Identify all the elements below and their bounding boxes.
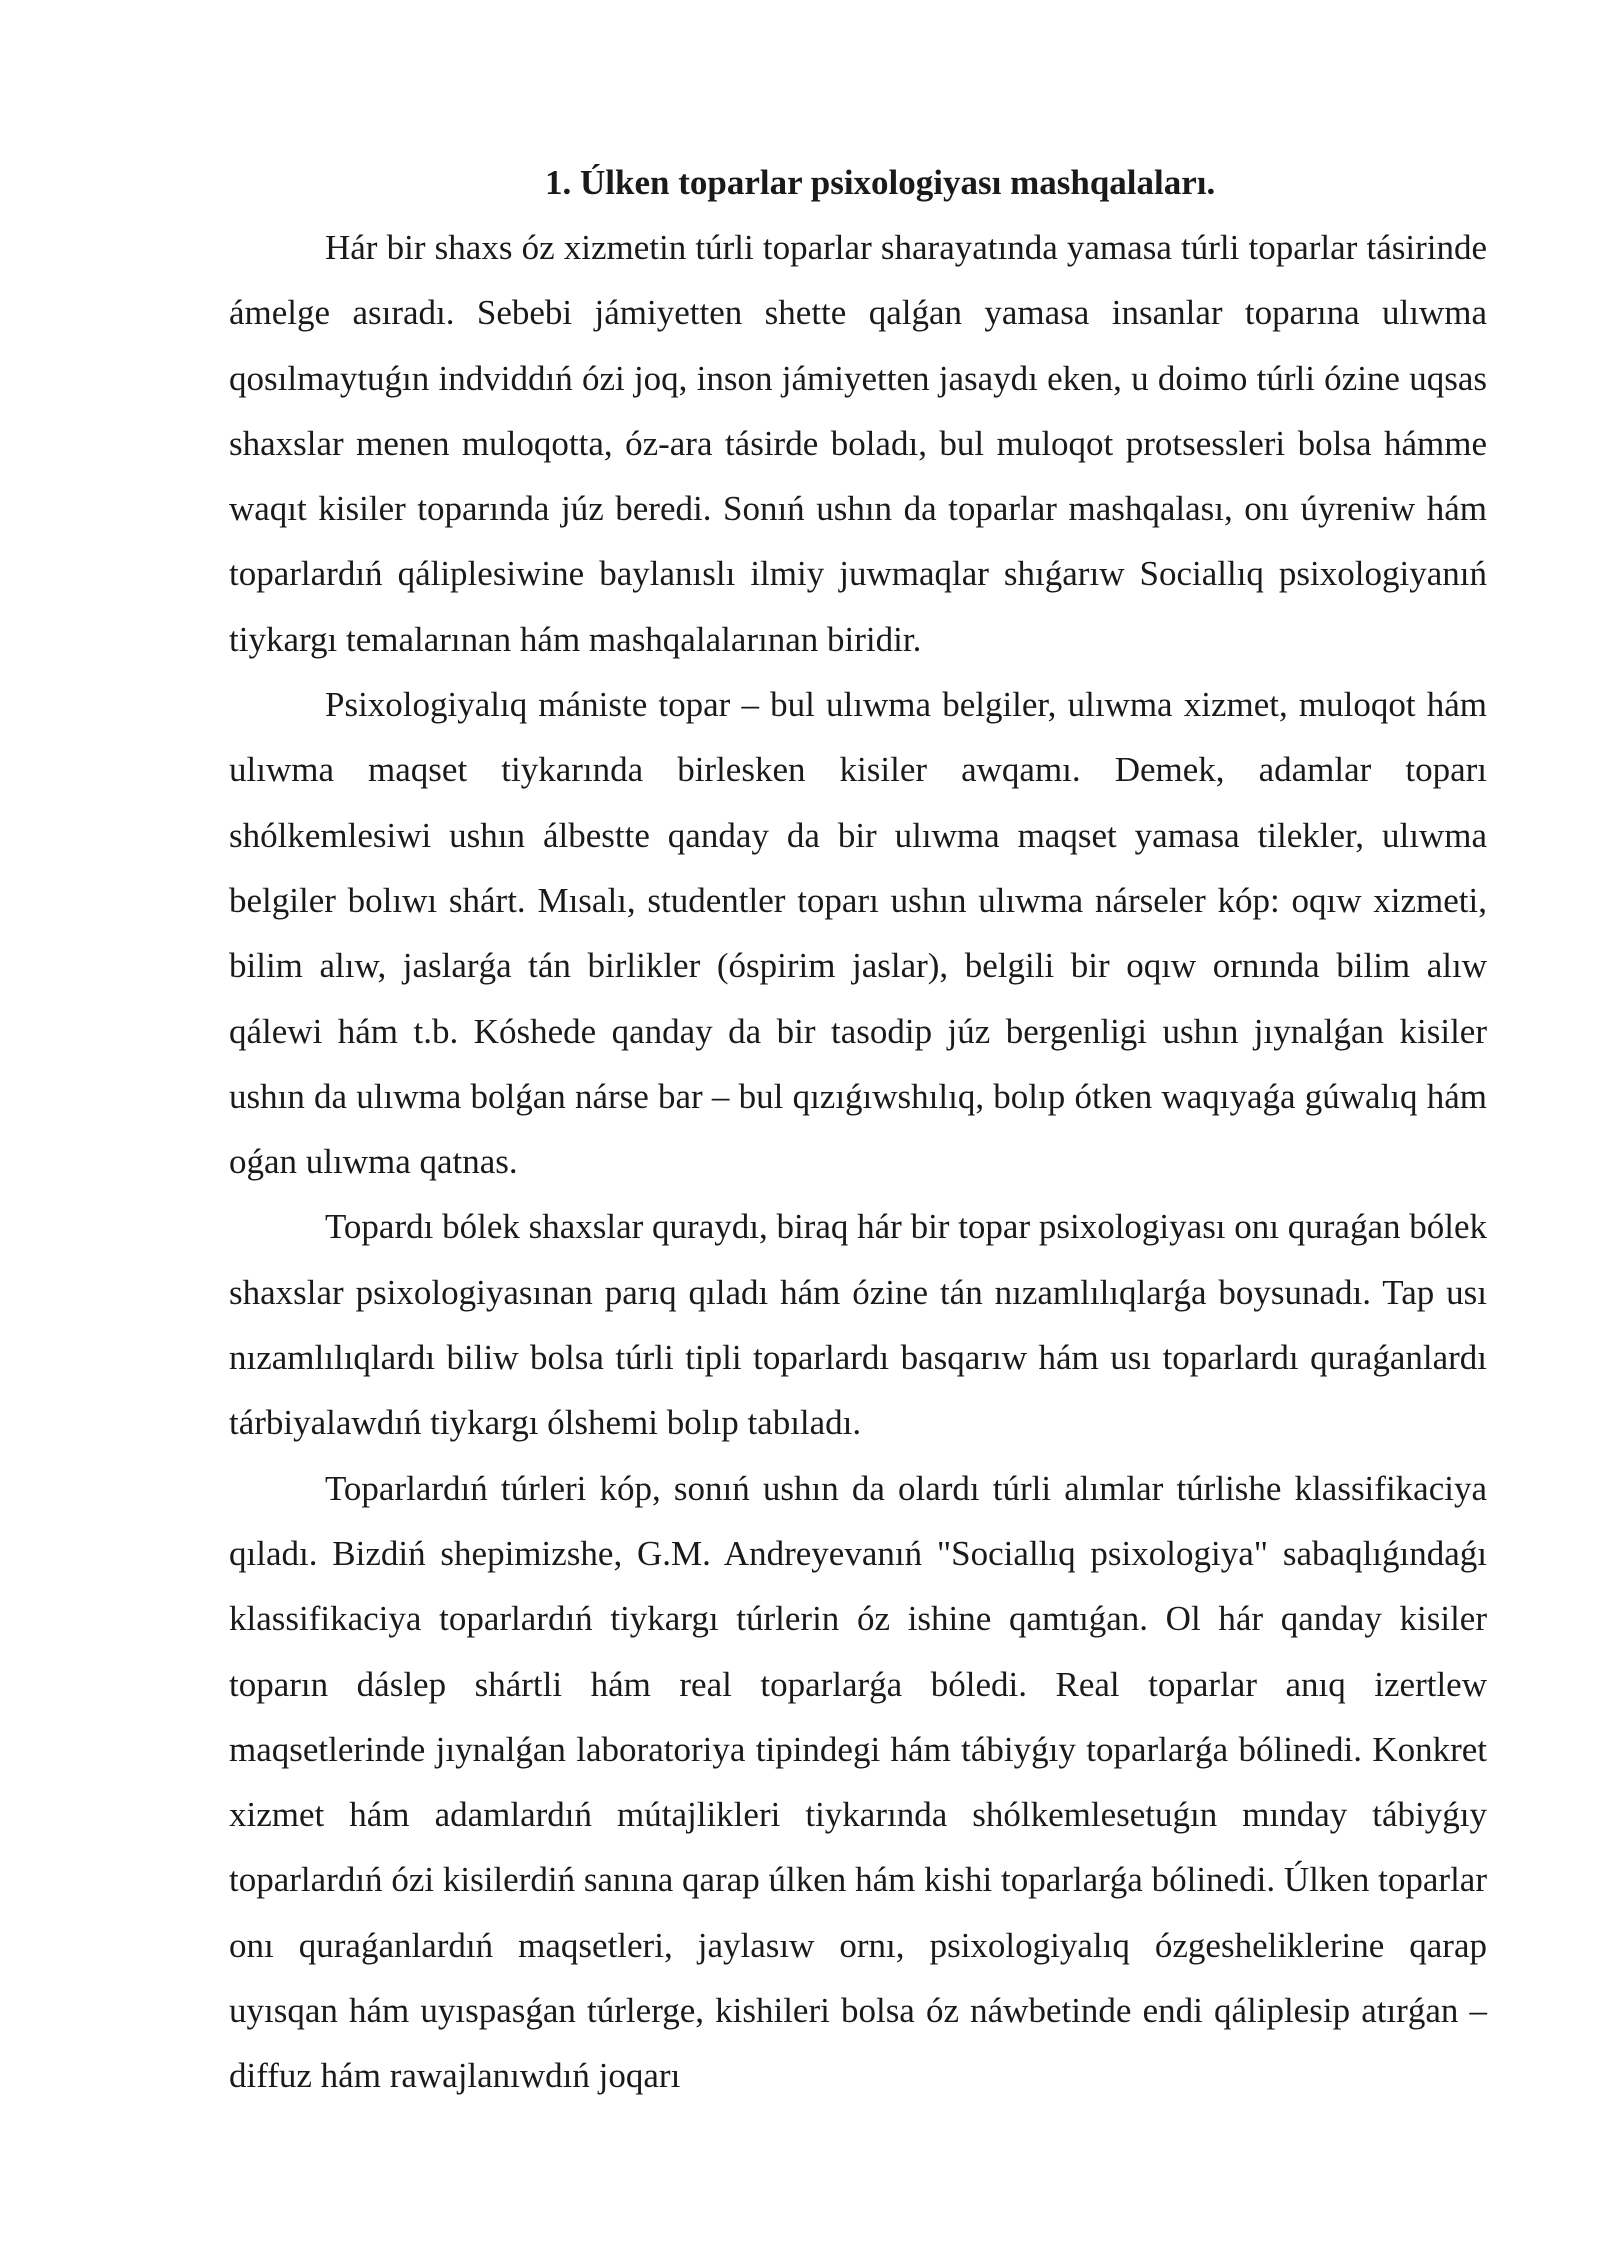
paragraph-2: Psixologiyalıq mániste topar – bul ulıwma belgiler, ulıwma xizmet, muloqot hám ulıwma maqset tiykarında birlesken kisiler awqamı. Demek, adamlar toparı shólkemlesiwi ushın álbestte qanday da bir ulıwma maqset yamasa tilekler, ulıwma belgiler bolıwı shárt. Mısalı, studentler toparı ushın ulıwma nárseler kóp: oqıw xizmeti, bilim alıw, jaslarǵa tán birlikler (óspirim jaslar), belgili bir oqıw ornında bilim alıw qálewi hám t.b. Kóshede qanday da bir tasodip júz bergenligi ushın jıynalǵan kisiler ushın da ulıwma bolǵan nárse bar – bul qızıǵıwshılıq, bolıp ótken waqıyaǵa gúwalıq hám oǵan ulıwma qatnas. [229,685,1487,1182]
paragraph-4: Toparlardıń túrleri kóp, sonıń ushın da olardı túrli alımlar túrlishe klassifikaciya qıladı. Bizdiń shepimizshe, G.M. Andreyevanıń "Sociallıq psixologiya" sabaqlıǵındaǵı klassifikaciya toparlardıń tiykargı túrlerin óz ishine qamtıǵan. Ol hár qanday kisiler toparın dáslep shártli hám real toparlarǵa bóledi. Real toparlar anıq izertlew maqsetlerinde jıynalǵan laboratoriya tipindegi hám tábiyǵıy toparlarǵa bólinedi. Konkret xizmet hám adamlardıń mútajlikleri tiykarında shólkemlesetuǵın mınday tábiyǵıy toparlardıń ózi kisilerdiń sanına qarap úlken hám kishi toparlarǵa bólinedi. Úlken toparlar onı quraǵanlardıń maqsetleri, jaylasıw ornı, psixologiyalıq ózgesheliklerine qarap uyısqan hám uyıspasǵan túrlerge, kishileri bolsa óz náwbetinde endi qáliplesip atırǵan – diffuz hám rawajlanıwdıń joqarı [229,1468,1487,2096]
paragraph-3: Topardı bólek shaxslar quraydı, biraq hár bir topar psixologiyası onı quraǵan bólek shaxslar psixologiyasınan parıq qıladı hám ózine tán nızamlılıqlarǵa boysunadı. Tap usı nızamlılıqlardı biliw bolsa túrli tipli toparlardı basqarıw hám usı toparlardı quraǵanlardı tárbiyalawdıń tiykargı ólshemi bolıp tabıladı. [229,1207,1487,1443]
paragraph-1: Hár bir shaxs óz xizmetin túrli toparlar sharayatında yamasa túrli toparlar tásirinde ámelge asıradı. Sebebi jámiyetten shette qalǵan yamasa insanlar toparına ulıwma qosılmaytuǵın indviddıń ózi joq, inson jámiyetten jasaydı eken, u doimo túrli ózine uqsas shaxslar menen muloqotta, óz-ara tásirde boladı, bul muloqot protsessleri bolsa hámme waqıt kisiler toparında júz beredi. Sonıń ushın da toparlar mashqalası, onı úyreniw hám toparlardıń qáliplesiwine baylanıslı ilmiy juwmaqlar shıǵarıw Sociallıq psixologiyanıń tiykargı temalarınan hám mashqalalarınan biridir. [229,228,1487,659]
document-body [229,150,1487,2109]
section-title: 1. Úlken toparlar psixologiyası mashqalaları. [545,163,1216,202]
